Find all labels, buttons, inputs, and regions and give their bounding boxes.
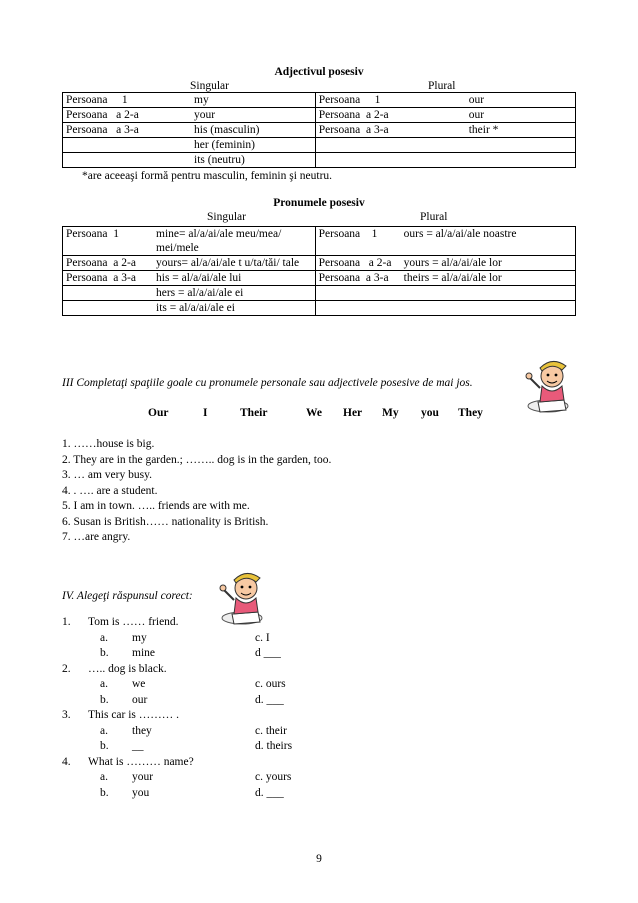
option-value: d. theirs xyxy=(255,740,293,752)
exercise-item: 7. …are angry. xyxy=(62,531,131,543)
question-number: 3. xyxy=(62,709,71,721)
person-label: Persoana a 3-a xyxy=(66,124,139,136)
table-row xyxy=(63,256,576,271)
table-cell xyxy=(63,108,316,123)
word-bank-item: Our xyxy=(148,407,169,419)
table-cell xyxy=(63,301,316,316)
form-value: his (masculin) xyxy=(194,124,260,136)
option-letter: a. xyxy=(100,631,108,644)
table-cell xyxy=(63,93,316,108)
answer-row xyxy=(62,646,512,662)
question-text: This car is ……… . xyxy=(88,709,180,721)
option-letter: b. xyxy=(100,647,109,659)
adjective-note: *are aceeaşi formă pentru masculin, feminin şi neutru. xyxy=(82,170,333,182)
option-value: c. ours xyxy=(255,678,286,690)
option-letter: b. xyxy=(100,786,109,799)
adjective-plural-header: Plural xyxy=(428,80,456,92)
exercise-item: 6. Susan is British…… nationality is British. xyxy=(62,515,269,528)
table-cell xyxy=(315,256,575,271)
question-number: 2. xyxy=(62,662,71,675)
exercise-item: 2. They are in the garden.; …….. dog is in the garden, too. xyxy=(62,453,332,466)
table-cell xyxy=(63,153,316,168)
person-label: Persoana a 3-a xyxy=(318,124,389,136)
question-text: What is ……… name? xyxy=(88,755,194,768)
word-bank-item: I xyxy=(203,407,208,419)
table-row xyxy=(63,138,576,153)
form-value: their * xyxy=(468,124,499,136)
option-value: our xyxy=(132,693,148,706)
option-value: c. their xyxy=(255,724,287,737)
form-value: yours= al/a/ai/ale t u/ta/tăi/ tale xyxy=(156,257,300,269)
adjective-table xyxy=(62,92,576,168)
table-row xyxy=(63,227,576,256)
person-label xyxy=(66,301,156,315)
person-label: Persoana 1 xyxy=(318,94,381,106)
option-letter: b. xyxy=(100,740,109,752)
exercise-4-title: IV. Alegeţi răspunsul corect: xyxy=(62,590,193,602)
form-value: mine= al/a/ai/ale meu/mea/ mei/mele xyxy=(156,228,282,254)
table-cell xyxy=(315,227,575,256)
exercise-3-items xyxy=(62,437,331,546)
form-value: our xyxy=(468,109,485,121)
adjective-title: Adjectivul posesiv xyxy=(274,66,364,78)
table-row xyxy=(63,123,576,138)
person-label: Persoana 1 xyxy=(66,94,128,106)
option-value: we xyxy=(132,678,146,690)
question-number: 4. xyxy=(62,755,71,768)
answer-row xyxy=(62,677,512,693)
form-value: her (feminin) xyxy=(194,139,255,151)
form-value: its = al/a/ai/ale ei xyxy=(156,302,235,314)
table-cell xyxy=(315,93,575,108)
form-value: theirs = al/a/ai/ale lor xyxy=(403,272,502,284)
option-value: your xyxy=(132,771,154,783)
table-row xyxy=(63,301,576,316)
option-value: mine xyxy=(132,647,155,659)
exercise-item: 5. I am in town. ….. friends are with me. xyxy=(62,500,250,512)
word-bank-item: you xyxy=(421,407,439,419)
form-value: its (neutru) xyxy=(194,154,245,166)
pronoun-plural-header: Plural xyxy=(420,211,448,223)
table-cell xyxy=(63,123,316,138)
person-label: Persoana a 2-a xyxy=(66,257,136,269)
table-row xyxy=(63,271,576,286)
person-label: Persoana a 2-a xyxy=(318,257,392,269)
form-value: hers = al/a/ai/ale ei xyxy=(156,287,244,299)
form-value: ours = al/a/ai/ale noastre xyxy=(403,228,517,240)
person-label: Persoana a 3-a xyxy=(66,272,136,284)
person-label xyxy=(66,153,194,167)
exercise-item: 1. ……house is big. xyxy=(62,438,155,450)
word-bank-item: Their xyxy=(240,407,268,419)
question-row xyxy=(62,708,512,724)
word-bank-item: Her xyxy=(343,407,363,419)
option-letter: a. xyxy=(100,724,108,737)
page-number: 9 xyxy=(316,853,322,865)
form-value: your xyxy=(194,109,216,121)
option-value: you xyxy=(132,786,150,799)
table-row xyxy=(63,286,576,301)
table-cell xyxy=(63,227,316,256)
table-cell xyxy=(315,153,575,168)
cartoon-reader-icon xyxy=(524,356,576,414)
table-cell xyxy=(63,138,316,153)
option-letter: a. xyxy=(100,771,108,783)
question-row xyxy=(62,615,512,631)
answer-row xyxy=(62,786,512,802)
person-label: Persoana 1 xyxy=(318,228,378,240)
answer-row xyxy=(62,739,512,755)
answer-row xyxy=(62,770,512,786)
option-letter: b. xyxy=(100,693,109,706)
form-value: yours = al/a/ai/ale lor xyxy=(403,257,502,269)
question-text: ….. dog is black. xyxy=(88,662,167,675)
form-value: his = al/a/ai/ale lui xyxy=(156,272,242,284)
person-label: Persoana a 2-a xyxy=(318,109,389,121)
exercise-4-questions xyxy=(62,615,512,801)
exercise-item: 4. . …. are a student. xyxy=(62,484,158,497)
table-cell xyxy=(315,108,575,123)
person-label: Persoana 1 xyxy=(66,228,120,240)
pronoun-singular-header: Singular xyxy=(207,211,246,223)
option-value: d. ___ xyxy=(255,693,284,706)
option-value: d ___ xyxy=(255,647,281,659)
answer-row xyxy=(62,724,512,740)
table-cell xyxy=(315,286,575,301)
question-row xyxy=(62,662,512,678)
question-number: 1. xyxy=(62,616,71,628)
table-row xyxy=(63,153,576,168)
table-row xyxy=(63,108,576,123)
person-label xyxy=(66,138,194,152)
option-value: they xyxy=(132,724,152,737)
exercise-3-title: III Completaţi spaţiile goale cu pronumele personale sau adjectivele posesive de mai jos. xyxy=(62,377,473,389)
word-bank-item: My xyxy=(382,407,399,419)
person-label xyxy=(66,286,156,300)
form-value: our xyxy=(468,94,485,106)
word-bank-item: They xyxy=(458,407,483,419)
table-cell xyxy=(315,301,575,316)
adjective-singular-header: Singular xyxy=(190,80,229,92)
word-bank-item: We xyxy=(306,407,322,419)
table-cell xyxy=(63,271,316,286)
person-label: Persoana a 2-a xyxy=(66,109,139,121)
table-cell xyxy=(63,256,316,271)
pronoun-table xyxy=(62,226,576,316)
person-label: Persoana a 3-a xyxy=(318,272,389,284)
option-value: c. yours xyxy=(255,771,292,783)
option-value: c. I xyxy=(255,631,270,644)
question-text: Tom is …… friend. xyxy=(88,616,179,628)
form-value: my xyxy=(194,94,209,106)
table-cell xyxy=(315,271,575,286)
answer-row xyxy=(62,693,512,709)
option-value: my xyxy=(132,631,147,644)
option-value: __ xyxy=(132,740,144,752)
table-cell xyxy=(315,138,575,153)
option-value: d. ___ xyxy=(255,786,284,799)
option-letter: a. xyxy=(100,678,108,690)
table-row xyxy=(63,93,576,108)
pronoun-title: Pronumele posesiv xyxy=(273,197,365,209)
question-row xyxy=(62,755,512,771)
exercise-item: 3. … am very busy. xyxy=(62,469,152,481)
table-cell xyxy=(315,123,575,138)
table-cell xyxy=(63,286,316,301)
answer-row xyxy=(62,631,512,647)
